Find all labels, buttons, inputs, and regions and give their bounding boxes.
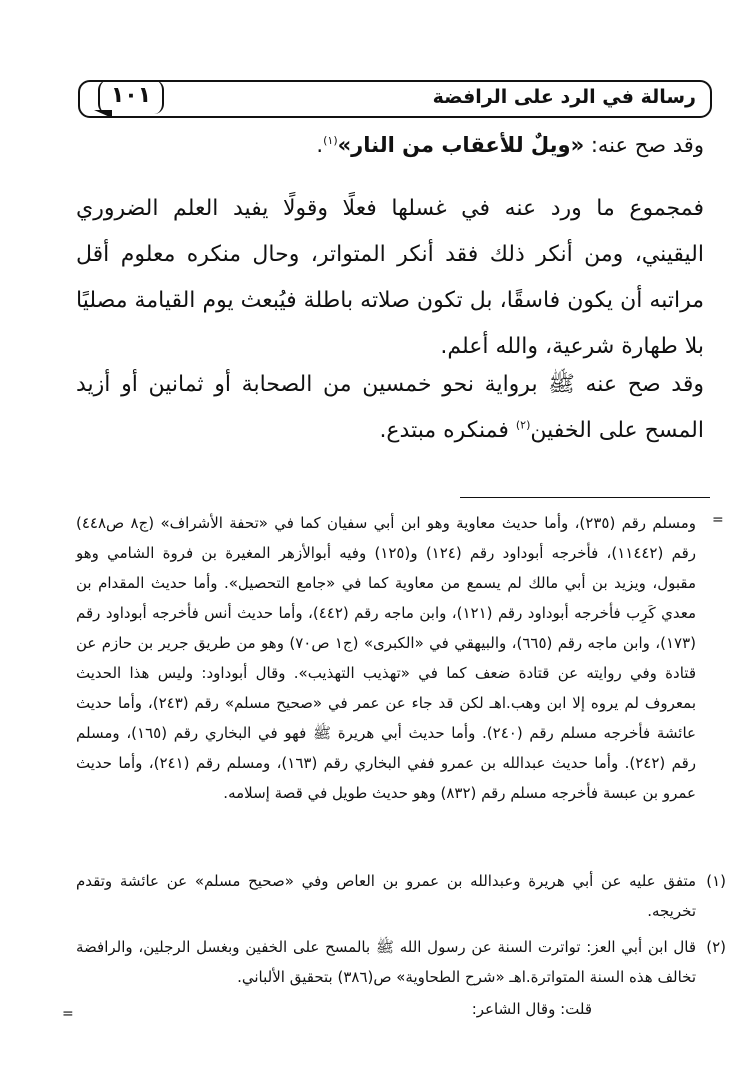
footnote-1 (76, 866, 726, 926)
footnote-continuation-marker: = (712, 512, 724, 528)
footnote-continuation: ومسلم رقم (٢٣٥)، وأما حديث معاوية وهو ابن أبي سفيان كما في «تحفة الأشراف» (ج٨ ص٤٤٨) رقم (١١٤٤٢)، فأخرجه أبوداود رقم (١٢٤) و(١٢٥) وفيه أبوالأزهر المغيرة بن فروة الشامي وهو مقبول، ويزيد بن أبي مالك لم يسمع من معاوية كما في «جامع التحصيل». وأما حديث المقدام بن معدي كَرِب فأخرجه أبوداود رقم (١٢١)، وابن ماجه رقم (٤٤٢)، وأما حديث أنس فأخرجه أبوداود رقم (١٧٣)، وابن ماجه رقم (٦٦٥)، والبيهقي في «الكبرى» (ج١ ص٧٠) وهو من طريق جرير بن حازم عن قتادة وفي روايته عن قتادة ضعف كما في «تهذيب التهذيب». وقال أبوداود: وليس هذا الحديث بمعروف لم يروه إلا ابن وهب.اهـ لكن قد جاء عن عمر في «صحيح مسلم» رقم (٢٤٣)، وأما حديث عائشة فأخرجه مسلم رقم (٢٤٠). وأما حديث أبي هريرة ﷺ فهو في البخاري رقم (١٦٥)، ومسلم رقم (٢٤٢). وأما حديث عبدالله بن عمرو ففي البخاري رقم (١٦٣)، ومسلم رقم (٢٤١)، وأما حديث عمرو بن عبسة فأخرجه مسلم رقم (٨٣٢) وهو حديث طويل في قصة إسلامه. (76, 514, 696, 802)
hadith-quote: «ويلٌ للأعقاب من النار» (337, 133, 585, 157)
running-header (78, 80, 712, 118)
paragraph-1-end: . (316, 133, 324, 157)
paragraph-2: فمجموع ما ورد عنه في غسلها فعلًا وقولًا يفيد العلم الضروري اليقيني، ومن أنكر ذلك فقد أنكر المتواتر، وحال منكره معلوم أقل مراتبه أن يكون فاسقًا، بل تكون صلاته باطلة فيُبعث يوم القيامة مصليًا بلا طهارة شرعية، والله أعلم. (76, 196, 704, 359)
page-number: ١٠١ (110, 83, 152, 108)
footnote-ref-2: (٢) (515, 418, 531, 432)
paragraph-3-end: فمنكره مبتدع. (379, 418, 516, 443)
footnote-1-text: متفق عليه عن أبي هريرة وعبدالله بن عمرو بن العاص وفي «صحيح مسلم» عن عائشة وتقدم تخريجه. (76, 872, 696, 920)
footnote-ref-1: (١) (323, 134, 338, 147)
paragraph-1-text: وقد صح عنه: (584, 133, 704, 157)
header-tail-ornament (94, 110, 112, 118)
footnote-divider (460, 497, 710, 498)
paragraph-1 (76, 122, 704, 168)
footnote-2 (76, 932, 726, 992)
poem-intro: قلت: وقال الشاعر: (471, 1000, 592, 1018)
footnote-2-number: (٢) (706, 938, 726, 956)
page-number-box (98, 80, 164, 114)
paragraph-3-text: وقد صح عنه ﷺ برواية نحو خمسين من الصحابة أو ثمانين أو أزيد المسح على الخفين (76, 372, 704, 443)
footnote-2-text: قال ابن أبي العز: تواترت السنة عن رسول الله ﷺ بالمسح على الخفين وبغسل الرجلين، والرافضة تخالف هذه السنة المتواترة.اهـ «شرح الطحاوية» ص(٣٨٦) بتحقيق الألباني. (76, 938, 696, 986)
header-title: رسالة في الرد على الرافضة (432, 86, 696, 108)
paragraph-3 (76, 362, 704, 454)
footnote-continues-marker: = (62, 1006, 74, 1022)
footnote-1-number: (١) (706, 872, 726, 890)
